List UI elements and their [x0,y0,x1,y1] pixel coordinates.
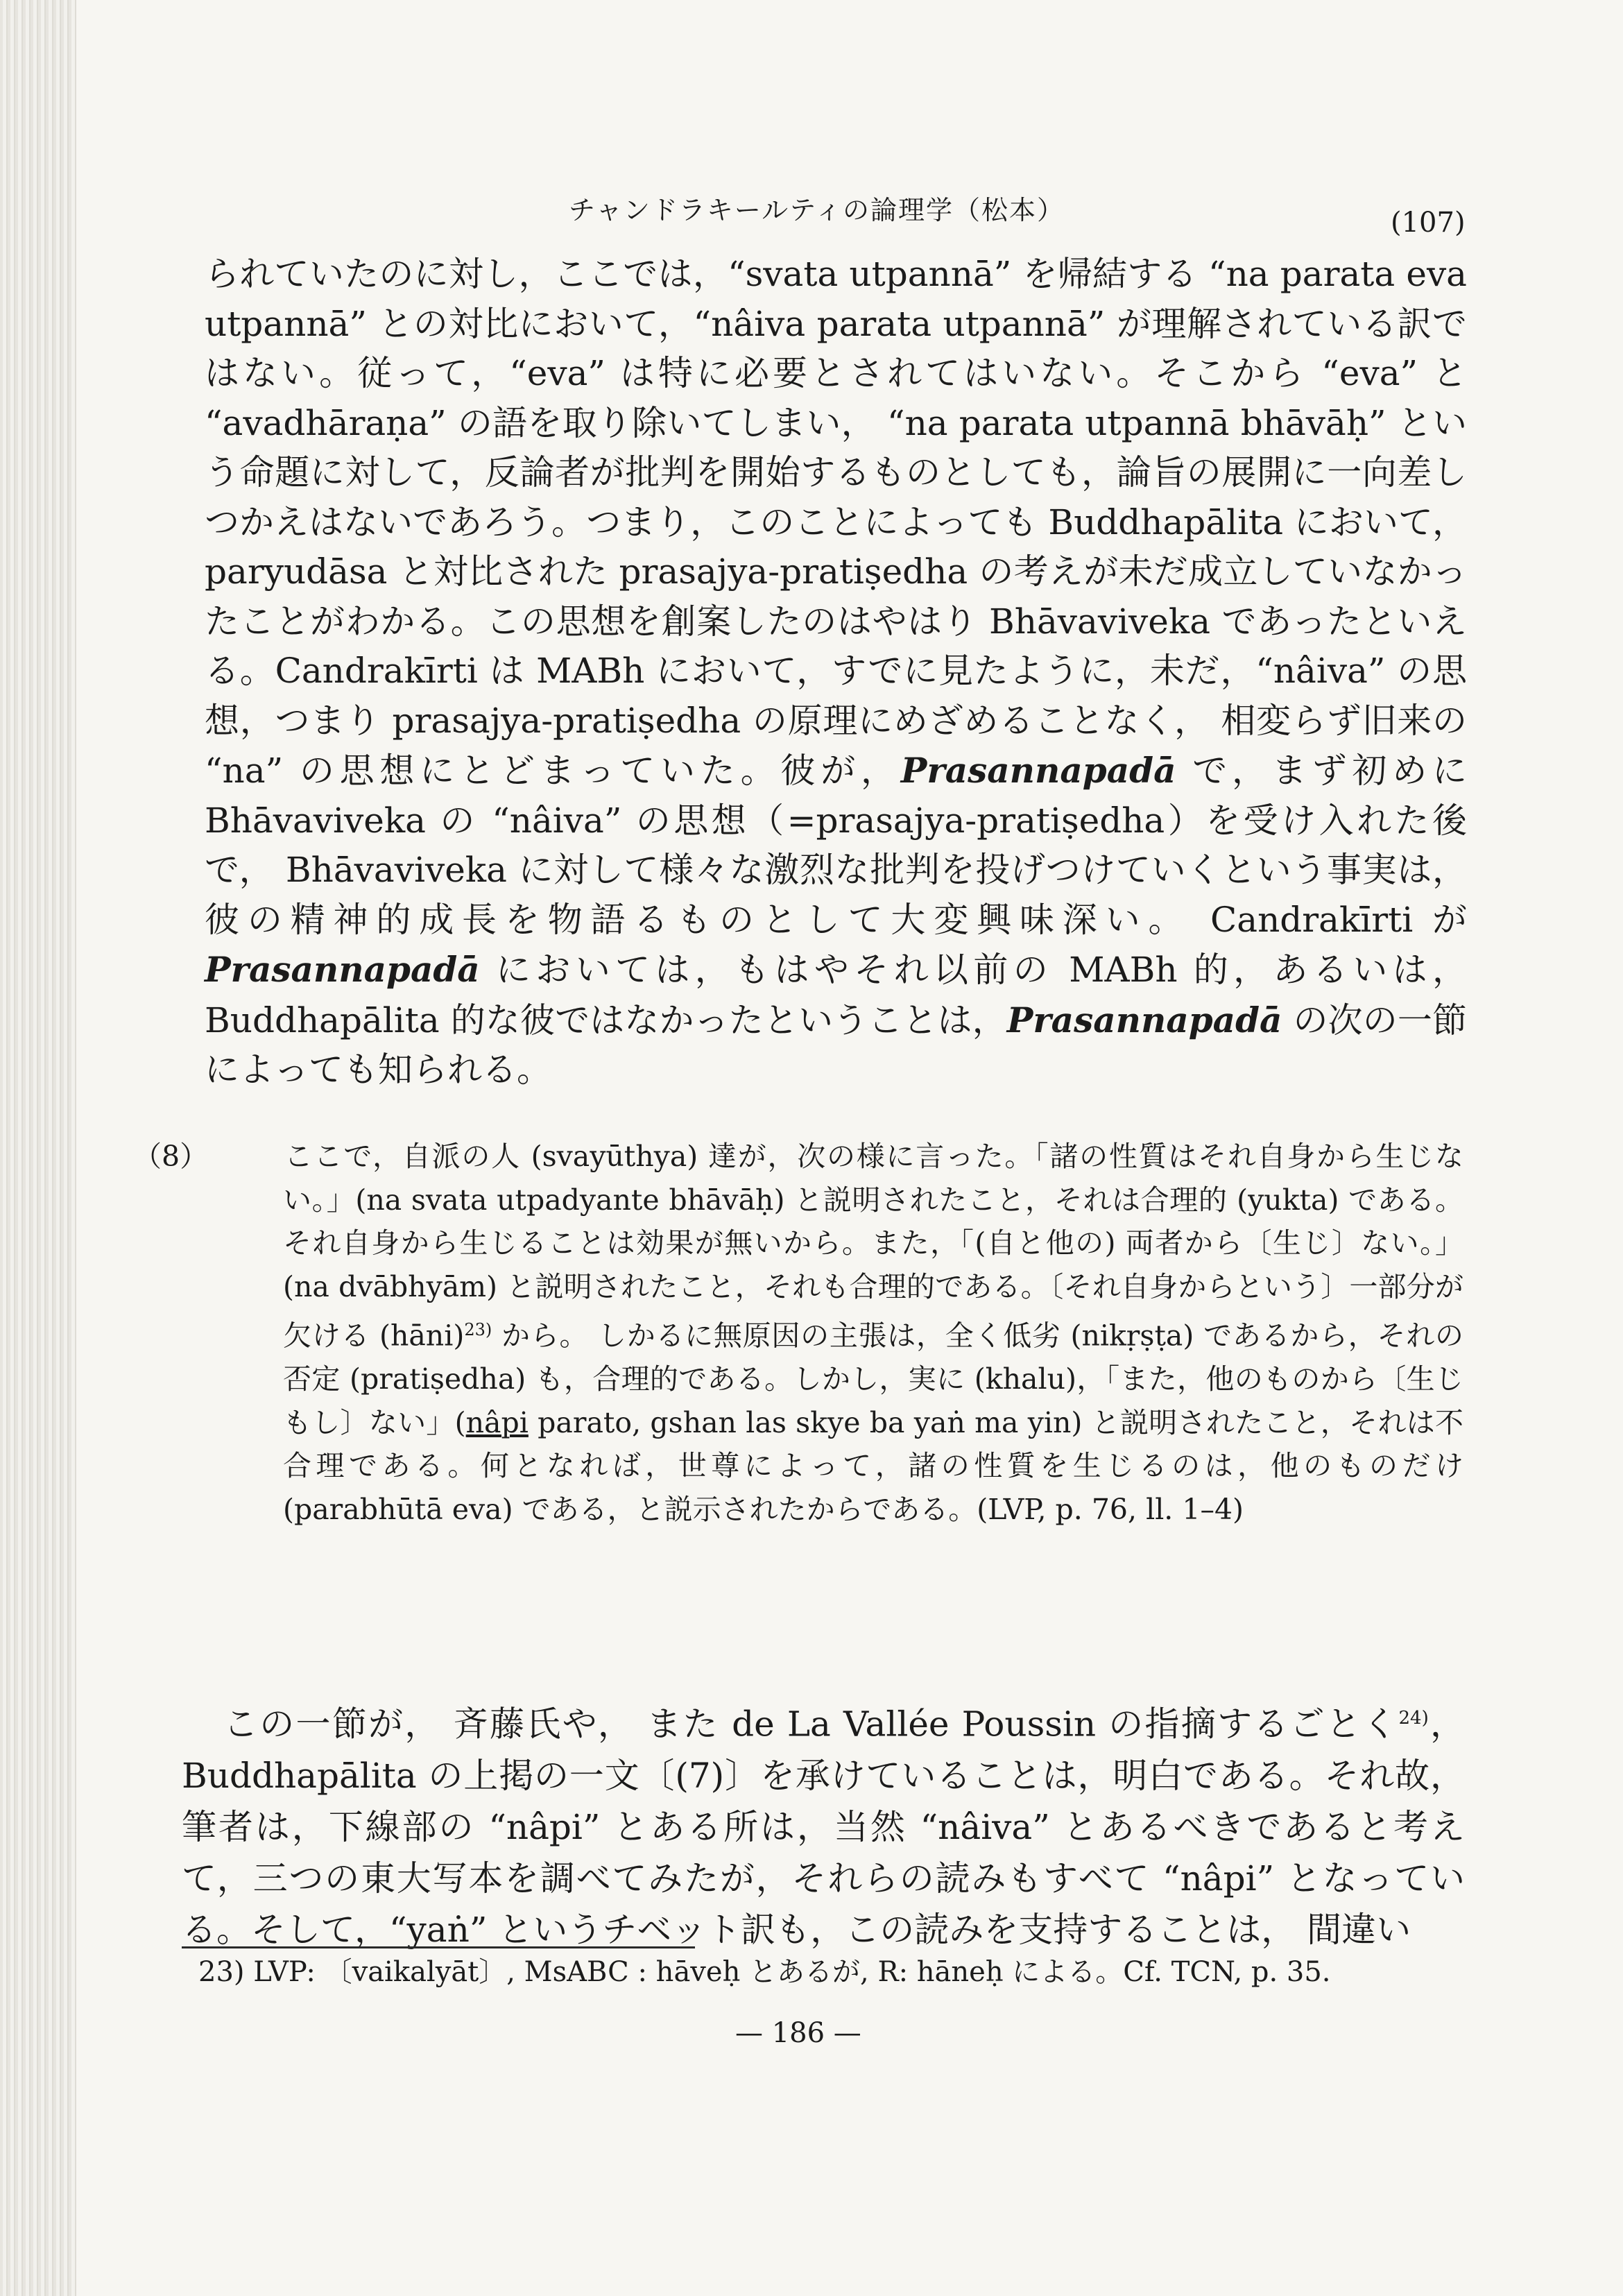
paragraph-text: ，Buddhapālita の上掲の一文〔(7)〕を承けていることは，明白である。それ故，筆者は，下線部の “nâpi” とある所は，当然 “nâiva” とあるべきであると考えて，三つの東大写本を調べてみたが，それらの読みもすべて “nâpi” となっている。そして，“yaṅ” というチベット訳も，この読みを支持することは， 間違い [182,1704,1465,1950]
main-paragraph [205,250,1467,1095]
following-paragraph [182,1693,1465,1955]
page-number-bottom: — 186 — [735,2017,861,2049]
paragraph-text: においては，もはやそれ以前の MABh 的，あるいは，Buddhapālita 的な彼ではなかったということは， [205,950,1467,1040]
paragraph-text: の次の一節によっても知られる。 [205,1000,1467,1090]
footnote-ref: 24) [1398,1708,1429,1729]
paragraph-text: この一節が， 斉藤氏や， また de La Vallée Poussin の指摘するごとく [223,1704,1399,1745]
page-number-top: (107) [1391,207,1466,239]
title-italic: Prasannapadā [1006,999,1282,1040]
quote-text: ここで，自派の人 (svayūthya) 達が，次の様に言った。「諸の性質はそれ自身から生じない。」(na svata utpadyante bhāvāḥ) と説明されたこと，それは合理的 (yukta) である。それ自身から生じることは効果が無いから。また，「(自と他の) 両者から〔生じ〕ない。」(na dvābhyām) と説明されたこと，それも合理的である。〔それ自身からという〕一部分が欠ける (hāni) [283,1140,1463,1353]
paragraph-text: で，まず初めに Bhāvaviveka の “nâiva” の思想（=prasajya-pratiṣedha）を受け入れた後で， Bhāvaviveka に対して様々な激烈な批判を投げつけていくという事実は，彼の精神的成長を物語るものとして大変興味深い。 Candrakīrti が [205,751,1467,940]
footnote: 23) LVP: 〔vaikalyāt〕, MsABC : hāveḥ とあるが, R: hāneḥ による。Cf. TCN, p. 35. [198,1956,1331,1988]
quote-text: parato, gshan las skye ba yaṅ ma yin) と説明されたこと，それは不合理である。何となれば，世尊によって，諸の性質を生じるのは，他のものだけ (parabhūtā eva) である，と説示されたからである。(LVP, p. 76, ll. 1–4) [283,1405,1464,1526]
running-head: チャンドラキールティの論理学（松本） [569,195,1065,225]
quote-number: （8） [133,1140,209,1173]
title-italic: Prasannapadā [205,949,480,990]
underlined-term: nâpi [465,1405,529,1439]
footnote-divider [182,1946,695,1948]
block-quote [133,1135,1464,1531]
footnote-ref: 23) [464,1320,492,1339]
paragraph-text: られていたのに対し，ここでは，“svata utpannā” を帰結する “na parata eva utpannā” との対比において，“nâiva parata utpannā” が理解されている訳ではない。従って，“eva” は特に必要とされてはいない。そこから “eva” と “avadhāraṇa” の語を取り除いてしまい， “na parata utpannā bhāvāḥ” という命題に対して，反論者が批判を開始するものとしても，論旨の展開に一向差しつかえはないであろう。つまり，このことによっても Buddhapālita において，paryudāsa と対比された prasajya-pratiṣedha の考えが未だ成立していなかったことがわかる。この思想を創案したのはやはり Bhāvaviveka であったといえる。Candrakīrti は MABh において，すでに見たように，未だ，“nâiva” の思想，つまり prasajya-pratiṣedha の原理にめざめることなく， 相変らず旧来の “na” の思想にとどまっていた。彼が， [205,254,1467,791]
title-italic: Prasannapadā [900,750,1176,791]
quote-text: から。 しかるに無原因の主張は，全く低劣 (nikṛṣṭa) であるから，それの否定 (pratiṣedha) も，合理的である。しかし，実に (khalu)，「また，他のものから〔生じもし〕ない」( [283,1319,1463,1439]
